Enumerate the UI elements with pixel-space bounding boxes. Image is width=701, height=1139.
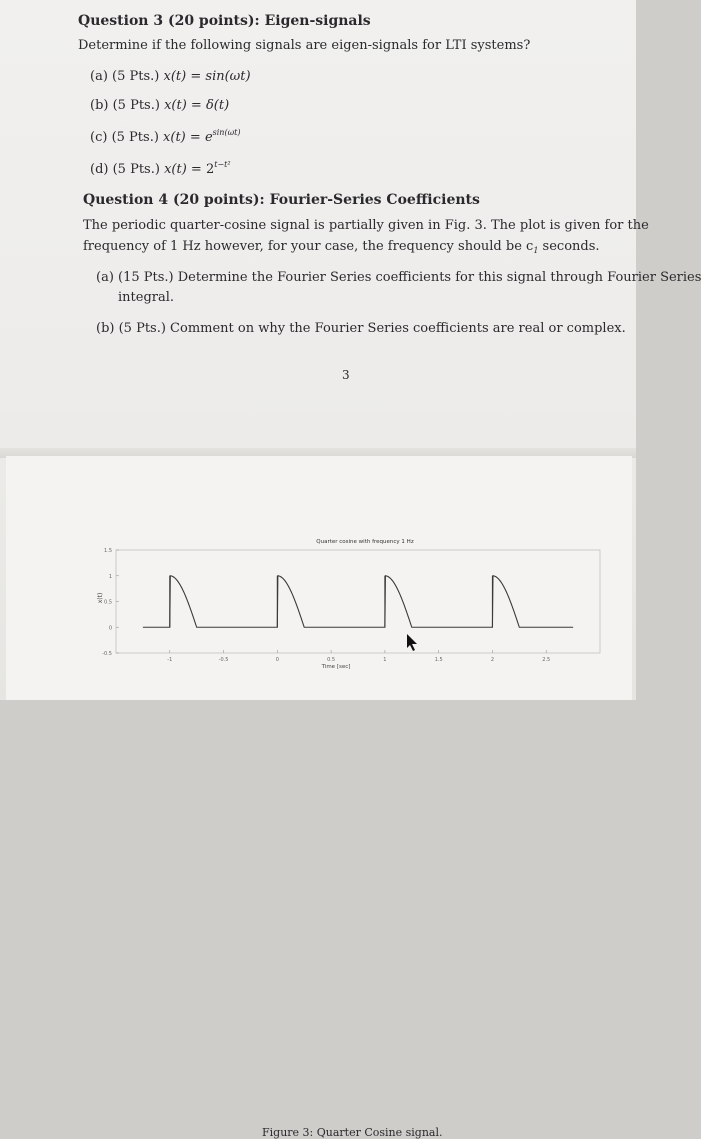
part-rhs: sin(ωt) xyxy=(205,69,251,84)
part-label: (c) xyxy=(90,130,108,145)
y-tick-label: 0.5 xyxy=(104,599,112,606)
part-label: (b) xyxy=(90,98,109,113)
x-tick-label: 1.5 xyxy=(434,657,443,663)
q4-part-a-line1: (a) (15 Pts.) Determine the Fourier Series coefficients for this signal through Fourier Series xyxy=(96,270,701,285)
signal-line xyxy=(143,576,573,627)
x-tick-label: -1 xyxy=(167,657,173,663)
page-number: 3 xyxy=(342,368,350,382)
part-eq: = xyxy=(190,98,202,113)
x-tick-label: 2 xyxy=(490,657,495,663)
mouse-cursor-icon xyxy=(407,634,417,651)
figure-page xyxy=(6,456,632,1139)
part-points: (5 Pts.) xyxy=(112,162,160,177)
chart-plot-area xyxy=(102,548,600,663)
part-lhs: x(t) xyxy=(164,162,187,177)
q4-line2-subscript: 1 xyxy=(533,246,539,255)
q3-part-a xyxy=(90,69,251,84)
chart-xlabel: Time [sec] xyxy=(321,664,351,670)
part-rhs: δ(t) xyxy=(205,98,230,113)
chart-ylabel: x(t) xyxy=(97,592,104,604)
q3-prompt: Determine if the following signals are eigen-signals for LTI systems? xyxy=(78,38,531,53)
part-rhs-exponent: sin(ωt) xyxy=(212,128,241,137)
q3-part-b xyxy=(90,98,229,113)
question-sheet xyxy=(0,0,701,452)
part-eq: = xyxy=(189,130,201,145)
quarter-cosine-chart xyxy=(6,528,606,678)
y-tick-label: -0.5 xyxy=(102,651,112,657)
q3-heading: Question 3 (20 points): Eigen-signals xyxy=(78,13,371,29)
part-lhs: x(t) xyxy=(163,69,187,84)
part-label: (d) xyxy=(90,162,109,177)
part-rhs-base: 2 xyxy=(205,162,215,177)
part-eq: = xyxy=(190,162,202,177)
chart-axes-box xyxy=(116,550,600,653)
q4-heading: Question 4 (20 points): Fourier-Series Coefficients xyxy=(83,192,480,208)
chart-title: Quarter cosine with frequency 1 Hz xyxy=(316,539,414,545)
q4-line2-start: frequency of 1 Hz however, for your case, the frequency should be c xyxy=(83,239,534,254)
y-tick-label: 1 xyxy=(108,573,112,580)
q3-part-d xyxy=(90,160,231,177)
part-label: (a) xyxy=(90,69,108,84)
x-tick-label: 0.5 xyxy=(327,657,336,663)
figure-caption: Figure 3: Quarter Cosine signal. xyxy=(262,1126,443,1139)
q4-text-line1: The periodic quarter-cosine signal is partially given in Fig. 3. The plot is given for the xyxy=(83,218,649,233)
q4-text-line2 xyxy=(83,239,600,255)
y-tick-label: 1.5 xyxy=(104,548,112,554)
q4-part-a-line2: integral. xyxy=(118,290,175,305)
part-points: (5 Pts.) xyxy=(112,98,160,113)
q4-line2-end: seconds. xyxy=(538,239,600,254)
part-points: (5 Pts.) xyxy=(111,130,159,145)
q4-part-b: (b) (5 Pts.) Comment on why the Fourier Series coefficients are real or complex. xyxy=(96,321,626,336)
x-tick-label: 1 xyxy=(383,657,387,663)
part-lhs: x(t) xyxy=(163,130,186,145)
y-tick-label: 0 xyxy=(108,625,112,632)
q3-part-c xyxy=(90,128,240,145)
part-lhs: x(t) xyxy=(164,98,187,113)
part-points: (5 Pts.) xyxy=(112,69,160,84)
x-tick-label: 2.5 xyxy=(542,657,551,663)
part-eq: = xyxy=(190,69,202,84)
part-rhs-base: e xyxy=(204,130,213,145)
part-rhs-exponent: t−t² xyxy=(214,160,231,169)
x-tick-label: -0.5 xyxy=(218,657,229,663)
x-tick-label: 0 xyxy=(275,657,279,663)
